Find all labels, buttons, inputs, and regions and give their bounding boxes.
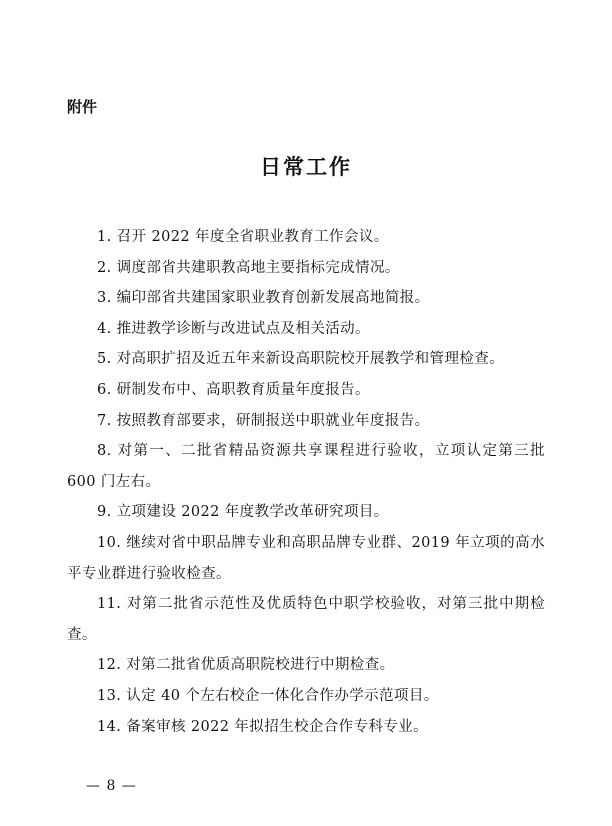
work-item: 5. 对高职扩招及近五年来新设高职院校开展教学和管理检查。 — [97, 351, 505, 368]
work-item: 1. 召开 2022 年度全省职业教育工作会议。 — [97, 229, 389, 245]
work-item: 3. 编印部省共建国家职业教育创新发展高地简报。 — [97, 290, 430, 307]
page-number: — 8 — — [86, 778, 137, 794]
work-item: 2. 调度部省共建职教高地主要指标完成情况。 — [97, 259, 400, 276]
work-item: 7. 按照教育部要求，研制报送中职就业年度报告。 — [97, 412, 430, 429]
work-item: 10. 继续对省中职品牌专业和高职品牌专业群、2019 年立项的高水平专业群进行验收检查。 — [67, 534, 545, 582]
work-item: 8. 对第一、二批省精品资源共享课程进行验收，立项认定第三批 600 门左右。 — [67, 443, 545, 490]
work-item: 9. 立项建设 2022 年度教学改革研究项目。 — [97, 504, 389, 521]
work-item: 13. 认定 40 个左右校企一体化合作办学示范项目。 — [97, 687, 439, 704]
work-item: 11. 对第二批省示范性及优质特色中职学校验收，对第三批中期检查。 — [67, 596, 545, 643]
work-item: 6. 研制发布中、高职教育质量年度报告。 — [97, 381, 370, 398]
document-title: 日常工作 — [260, 155, 352, 179]
work-item: 14. 备案审核 2022 年拟招生校企合作专科专业。 — [97, 718, 429, 735]
work-item: 12. 对第二批省优质高职院校进行中期检查。 — [97, 657, 395, 674]
work-item-list — [67, 222, 545, 742]
attachment-label: 附件 — [67, 98, 98, 116]
work-item: 4. 推进教学诊断与改进试点及相关活动。 — [97, 320, 370, 337]
